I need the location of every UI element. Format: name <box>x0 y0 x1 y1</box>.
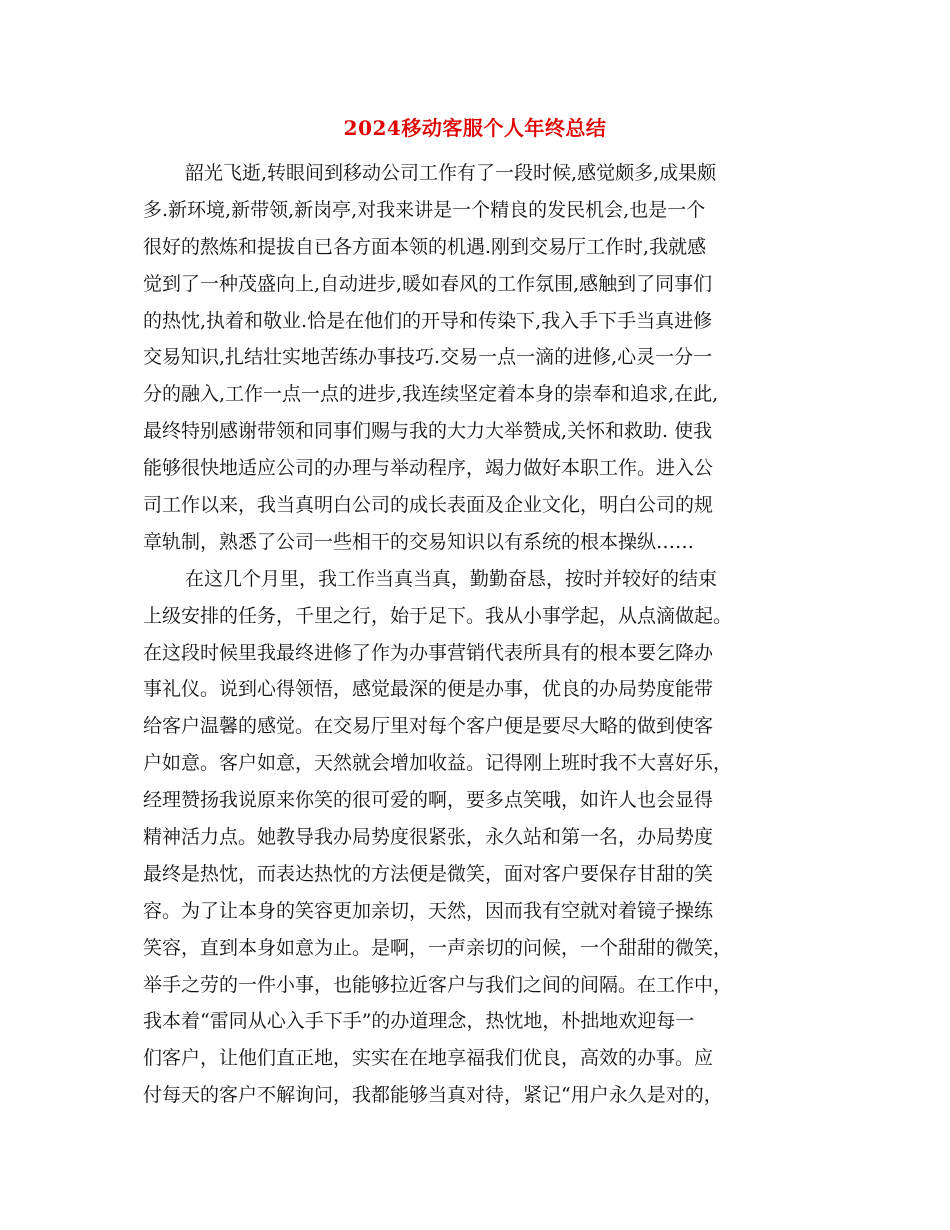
paragraph-2-line: 在这段时候里我最终进修了作为办事营销代表所具有的根本要乞降办 <box>143 641 714 664</box>
paragraph-1-line: 分的融入,工作一点一点的进步,我连续坚定着本身的崇奉和追求,在此, <box>143 383 719 406</box>
paragraph-2-line: 在这几个月里，我工作当真当真，勤勤奋恳，按时并较好的结束 <box>185 567 718 590</box>
paragraph-1-line: 韶光飞逝,转眼间到移动公司工作有了一段时候,感觉颇多,成果颇 <box>185 162 717 184</box>
paragraph-2-line: 经理赞扬我说原来你笑的很可爱的啊，要多点笑哦，如许人也会显得 <box>143 789 714 812</box>
paragraph-2-line: 容。为了让本身的笑容更加亲切，天然，因而我有空就对着镜子操练 <box>143 899 714 922</box>
paragraph-2-line: 最终是热忱，而表达热忱的方法便是微笑，面对客户要保存甘甜的笑 <box>143 862 714 885</box>
paragraph-2-line: 付每天的客户不解询问，我都能够当真对待，紧记“用户永久是对的， <box>143 1084 723 1107</box>
paragraph-2-line: 事礼仪。说到心得领悟，感觉最深的便是办事，优良的办局势度能带 <box>143 678 714 701</box>
paragraph-2-line: 户如意。客户如意，天然就会增加收益。记得刚上班时我不大喜好乐， <box>143 752 733 775</box>
paragraph-2-line: 给客户温馨的感觉。在交易厅里对每个客户便是要尽大略的做到使客 <box>143 715 714 738</box>
document-title: 2024移动客服个人年终总结 <box>343 116 607 140</box>
paragraph-1-line: 司工作以来，我当真明白公司的成长表面及企业文化，明白公司的规 <box>143 494 714 517</box>
paragraph-1-line: 最终特别感谢带领和同事们赐与我的大力大举赞成,关怀和救助. 使我 <box>143 420 713 443</box>
paragraph-1-line: 交易知识,扎结壮实地苦练办事技巧.交易一点一滴的进修,心灵一分一 <box>143 346 713 369</box>
paragraph-1-line: 觉到了一种茂盛向上,自动进步,暖如春风的工作氛围,感触到了同事们 <box>143 272 713 295</box>
paragraph-1-line: 章轨制，熟悉了公司一些相干的交易知识以有系统的根本操纵…… <box>143 530 695 553</box>
paragraph-1-line: 很好的熬炼和提拔自已各方面本领的机遇.刚到交易厅工作时,我就感 <box>143 235 707 258</box>
paragraph-2-line: 们客户，让他们直正地，实实在在地享福我们优良，高效的办事。应 <box>143 1047 714 1070</box>
paragraph-2-line: 上级安排的任务，千里之行，始于足下。我从小事学起，从点滴做起。 <box>143 604 733 627</box>
paragraph-2-line: 我本着“雷同从心入手下手”的办道理念，热忱地，朴拙地欢迎每一 <box>143 1010 695 1033</box>
paragraph-2-line: 精神活力点。她教导我办局势度很紧张，永久站和第一名，办局势度 <box>143 826 714 849</box>
paragraph-1-line: 能够很快地适应公司的办理与举动程序，竭力做好本职工作。进入公 <box>143 457 714 480</box>
paragraph-1-line: 的热忱,执着和敬业.恰是在他们的开导和传染下,我入手下手当真进修 <box>143 309 713 332</box>
document-body <box>143 155 813 1114</box>
paragraph-1-line: 多.新环境,新带领,新岗亭,对我来讲是一个精良的发民机会,也是一个 <box>143 198 706 221</box>
paragraph-2-line: 笑容，直到本身如意为止。是啊，一声亲切的问候，一个甜甜的微笑， <box>143 936 733 959</box>
paragraph-2-line: 举手之劳的一件小事，也能够拉近客户与我们之间的间隔。在工作中， <box>143 973 733 996</box>
